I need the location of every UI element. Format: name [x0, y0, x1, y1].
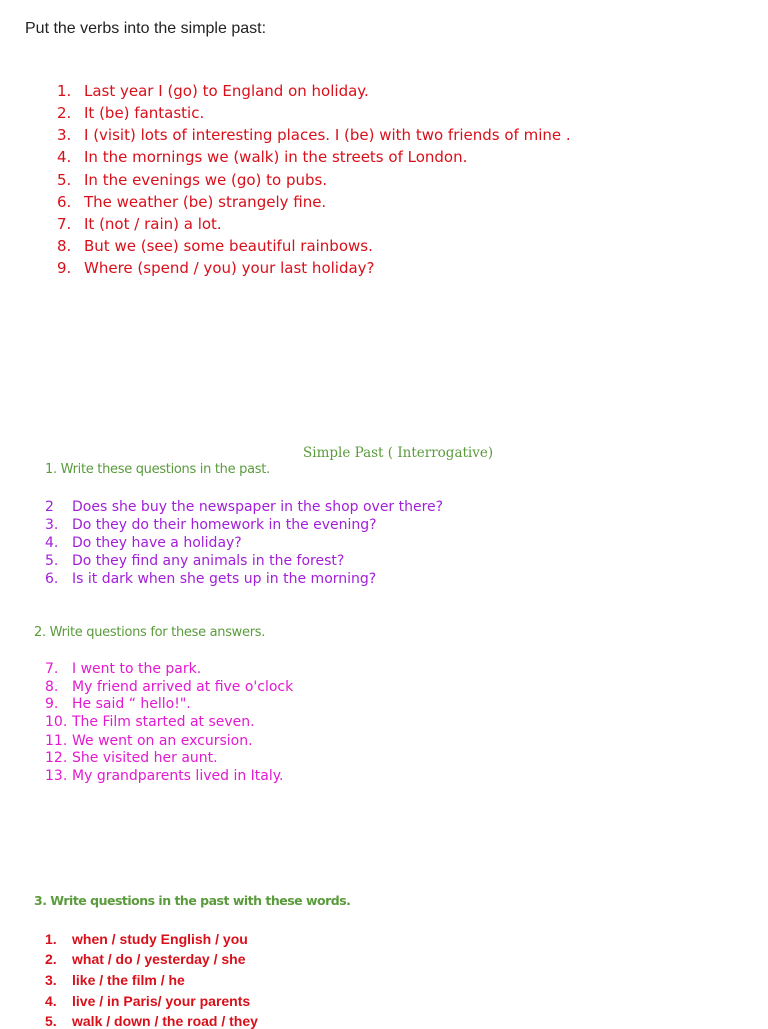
section-instruction: 1. Write these questions in the past. [45, 462, 270, 477]
section-instruction: 2. Write questions for these answers. [34, 625, 266, 640]
section-instruction: 3. Write questions in the past with these words. [34, 893, 351, 908]
section-title: Simple Past ( Interrogative) [303, 445, 494, 461]
page-instruction: Put the verbs into the simple past: [25, 20, 267, 37]
